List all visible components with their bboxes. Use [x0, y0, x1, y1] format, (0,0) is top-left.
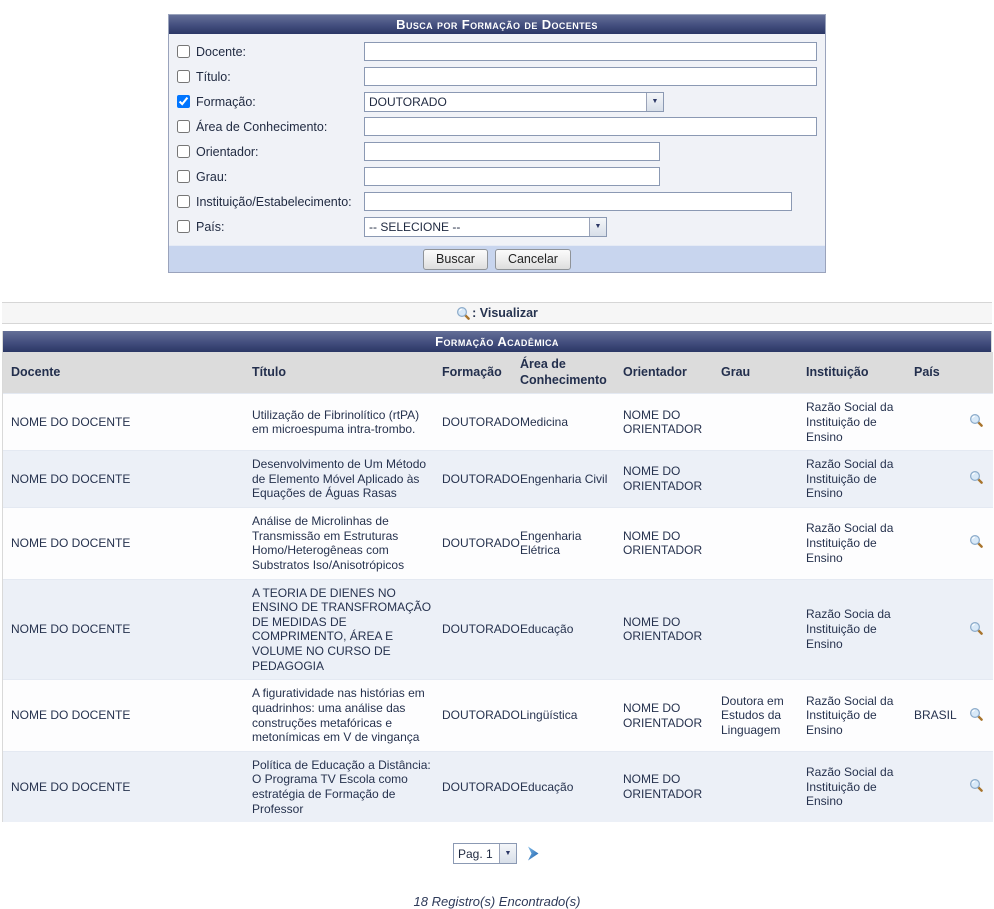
titulo-cell: Utilização de Fibrinolítico (rtPA) em microespuma intra-trombo. — [248, 394, 438, 451]
form-row-grau — [177, 164, 817, 189]
orientador-label-cell — [177, 145, 364, 159]
grau-cell — [717, 394, 802, 451]
pais-cell — [910, 508, 958, 580]
formacao-cell: DOUTORADO — [438, 451, 516, 508]
form-button-bar — [169, 245, 825, 272]
actions-cell — [958, 680, 993, 752]
instituicao-cell: Razão Social da Instituição de Ensino — [802, 751, 910, 822]
instituicao-input[interactable] — [364, 192, 792, 211]
page-select-value: Pag. 1 — [458, 846, 493, 861]
instituicao-label-cell — [177, 195, 364, 209]
pagination — [0, 843, 994, 864]
docente-checkbox[interactable] — [177, 45, 190, 58]
grau-cell — [717, 451, 802, 508]
titulo-cell: Desenvolvimento de Um Método de Elemento Móvel Aplicado às Equações de Águas Rasas — [248, 451, 438, 508]
table-row — [3, 508, 993, 580]
docente-cell: NOME DO DOCENTE — [3, 751, 248, 822]
table-header-row — [3, 352, 993, 394]
pais-cell — [910, 451, 958, 508]
page-select[interactable] — [453, 843, 517, 864]
table-row — [3, 680, 993, 752]
docente-cell: NOME DO DOCENTE — [3, 451, 248, 508]
area-label: Área de Conhecimento: — [196, 119, 328, 134]
area-cell: Educação — [516, 579, 619, 680]
actions-cell — [958, 508, 993, 580]
grau-checkbox[interactable] — [177, 170, 190, 183]
area-cell: Lingüística — [516, 680, 619, 752]
form-row-area — [177, 114, 817, 139]
grau-cell: Doutora em Estudos da Linguagem — [717, 680, 802, 752]
table-row — [3, 394, 993, 451]
grau-input[interactable] — [364, 167, 660, 186]
col-header-pais: País — [910, 352, 958, 394]
docente-input[interactable] — [364, 42, 817, 61]
buscar-button[interactable]: Buscar — [423, 249, 488, 270]
instituicao-cell: Razão Socia da Instituição de Ensino — [802, 579, 910, 680]
grau-cell — [717, 579, 802, 680]
orientador-cell: NOME DO ORIENTADOR — [619, 451, 717, 508]
formacao-select-value: DOUTORADO — [369, 94, 447, 109]
instituicao-label: Instituição/Estabelecimento: — [196, 194, 352, 209]
titulo-cell: A figuratividade nas histórias em quadrinhos: uma análise das construções metafóricas e metonímicas em V de vingança — [248, 680, 438, 752]
view-icon[interactable] — [969, 470, 983, 484]
table-row — [3, 451, 993, 508]
actions-cell — [958, 451, 993, 508]
col-header-grau: Grau — [717, 352, 802, 394]
instituicao-cell: Razão Social da Instituição de Ensino — [802, 680, 910, 752]
col-header-orientador: Orientador — [619, 352, 717, 394]
titulo-cell: Política de Educação a Distância: O Programa TV Escola como estratégia de Formação de Professor — [248, 751, 438, 822]
area-cell: Engenharia Civil — [516, 451, 619, 508]
grau-label: Grau: — [196, 169, 228, 184]
view-icon[interactable] — [969, 534, 983, 548]
titulo-checkbox[interactable] — [177, 70, 190, 83]
instituicao-cell: Razão Social da Instituição de Ensino — [802, 451, 910, 508]
pais-cell — [910, 394, 958, 451]
titulo-cell: Análise de Microlinhas de Transmissão em Estruturas Homo/Heterogêneas com Substratos Iso/Anisotrópicos — [248, 508, 438, 580]
view-icon[interactable] — [969, 621, 983, 635]
pais-checkbox[interactable] — [177, 220, 190, 233]
chevron-down-icon: ▼ — [589, 218, 606, 236]
form-row-docente — [177, 39, 817, 64]
pais-select[interactable] — [364, 217, 607, 237]
records-found-text: 18 Registro(s) Encontrado(s) — [413, 894, 581, 909]
docente-cell: NOME DO DOCENTE — [3, 394, 248, 451]
actions-cell — [958, 394, 993, 451]
titulo-label: Título: — [196, 69, 231, 84]
formacao-cell: DOUTORADO — [438, 508, 516, 580]
results-title: Formação Acadêmica — [3, 331, 991, 352]
col-header-instituicao: Instituição — [802, 352, 910, 394]
pais-cell: BRASIL — [910, 680, 958, 752]
orientador-cell: NOME DO ORIENTADOR — [619, 394, 717, 451]
col-header-titulo: Título — [248, 352, 438, 394]
area-label-cell — [177, 120, 364, 134]
results-panel — [2, 331, 992, 822]
form-row-formacao — [177, 89, 817, 114]
docente-label: Docente: — [196, 44, 247, 59]
orientador-checkbox[interactable] — [177, 145, 190, 158]
formacao-cell: DOUTORADO — [438, 579, 516, 680]
formacao-cell: DOUTORADO — [438, 751, 516, 822]
instituicao-cell: Razão Social da Instituição de Ensino — [802, 508, 910, 580]
orientador-input[interactable] — [364, 142, 660, 161]
area-cell: Engenharia Elétrica — [516, 508, 619, 580]
docente-cell: NOME DO DOCENTE — [3, 680, 248, 752]
orientador-cell: NOME DO ORIENTADOR — [619, 751, 717, 822]
view-icon[interactable] — [969, 707, 983, 721]
view-icon[interactable] — [969, 413, 983, 427]
orientador-cell: NOME DO ORIENTADOR — [619, 680, 717, 752]
search-form-panel — [168, 14, 826, 273]
table-row — [3, 579, 993, 680]
grau-cell — [717, 751, 802, 822]
legend-bar — [2, 302, 992, 324]
col-header-formacao: Formação — [438, 352, 516, 394]
formacao-label-cell — [177, 95, 364, 109]
next-page-icon[interactable] — [525, 845, 541, 862]
col-header-actions — [958, 352, 993, 394]
area-cell: Educação — [516, 751, 619, 822]
form-row-orientador — [177, 139, 817, 164]
instituicao-checkbox[interactable] — [177, 195, 190, 208]
instituicao-cell: Razão Social da Instituição de Ensino — [802, 394, 910, 451]
pais-cell — [910, 751, 958, 822]
titulo-label-cell — [177, 70, 364, 84]
docente-cell: NOME DO DOCENTE — [3, 579, 248, 680]
actions-cell — [958, 579, 993, 680]
actions-cell — [958, 751, 993, 822]
grau-label-cell — [177, 170, 364, 184]
chevron-down-icon: ▼ — [499, 844, 516, 863]
formacao-cell: DOUTORADO — [438, 394, 516, 451]
cancelar-button[interactable]: Cancelar — [495, 249, 571, 270]
search-form-title: Busca por Formação de Docentes — [169, 15, 825, 34]
titulo-cell: A TEORIA DE DIENES NO ENSINO DE TRANSFROMAÇÃO DE MEDIDAS DE COMPRIMENTO, ÁREA E VOLUME NO CURSO DE PEDAGOGIA — [248, 579, 438, 680]
area-cell: Medicina — [516, 394, 619, 451]
area-input[interactable] — [364, 117, 817, 136]
col-header-area: Área de Conhecimento — [516, 352, 619, 394]
formacao-checkbox[interactable] — [177, 95, 190, 108]
pais-select-value: -- SELECIONE -- — [369, 219, 461, 234]
orientador-cell: NOME DO ORIENTADOR — [619, 579, 717, 680]
table-row — [3, 751, 993, 822]
orientador-cell: NOME DO ORIENTADOR — [619, 508, 717, 580]
search-form-body — [169, 34, 825, 245]
titulo-input[interactable] — [364, 67, 817, 86]
docente-label-cell — [177, 45, 364, 59]
form-row-titulo — [177, 64, 817, 89]
form-row-pais — [177, 214, 817, 239]
results-table — [3, 352, 993, 822]
orientador-label: Orientador: — [196, 144, 259, 159]
pais-cell — [910, 579, 958, 680]
grau-cell — [717, 508, 802, 580]
formacao-select[interactable] — [364, 92, 664, 112]
docente-cell: NOME DO DOCENTE — [3, 508, 248, 580]
magnifier-icon — [456, 306, 470, 320]
pais-label: País: — [196, 219, 225, 234]
chevron-down-icon: ▼ — [646, 93, 663, 111]
pais-label-cell — [177, 220, 364, 234]
area-checkbox[interactable] — [177, 120, 190, 133]
formacao-label: Formação: — [196, 94, 256, 109]
legend-text: : Visualizar — [472, 306, 538, 320]
view-icon[interactable] — [969, 778, 983, 792]
col-header-docente: Docente — [3, 352, 248, 394]
formacao-cell: DOUTORADO — [438, 680, 516, 752]
form-row-instituicao — [177, 189, 817, 214]
